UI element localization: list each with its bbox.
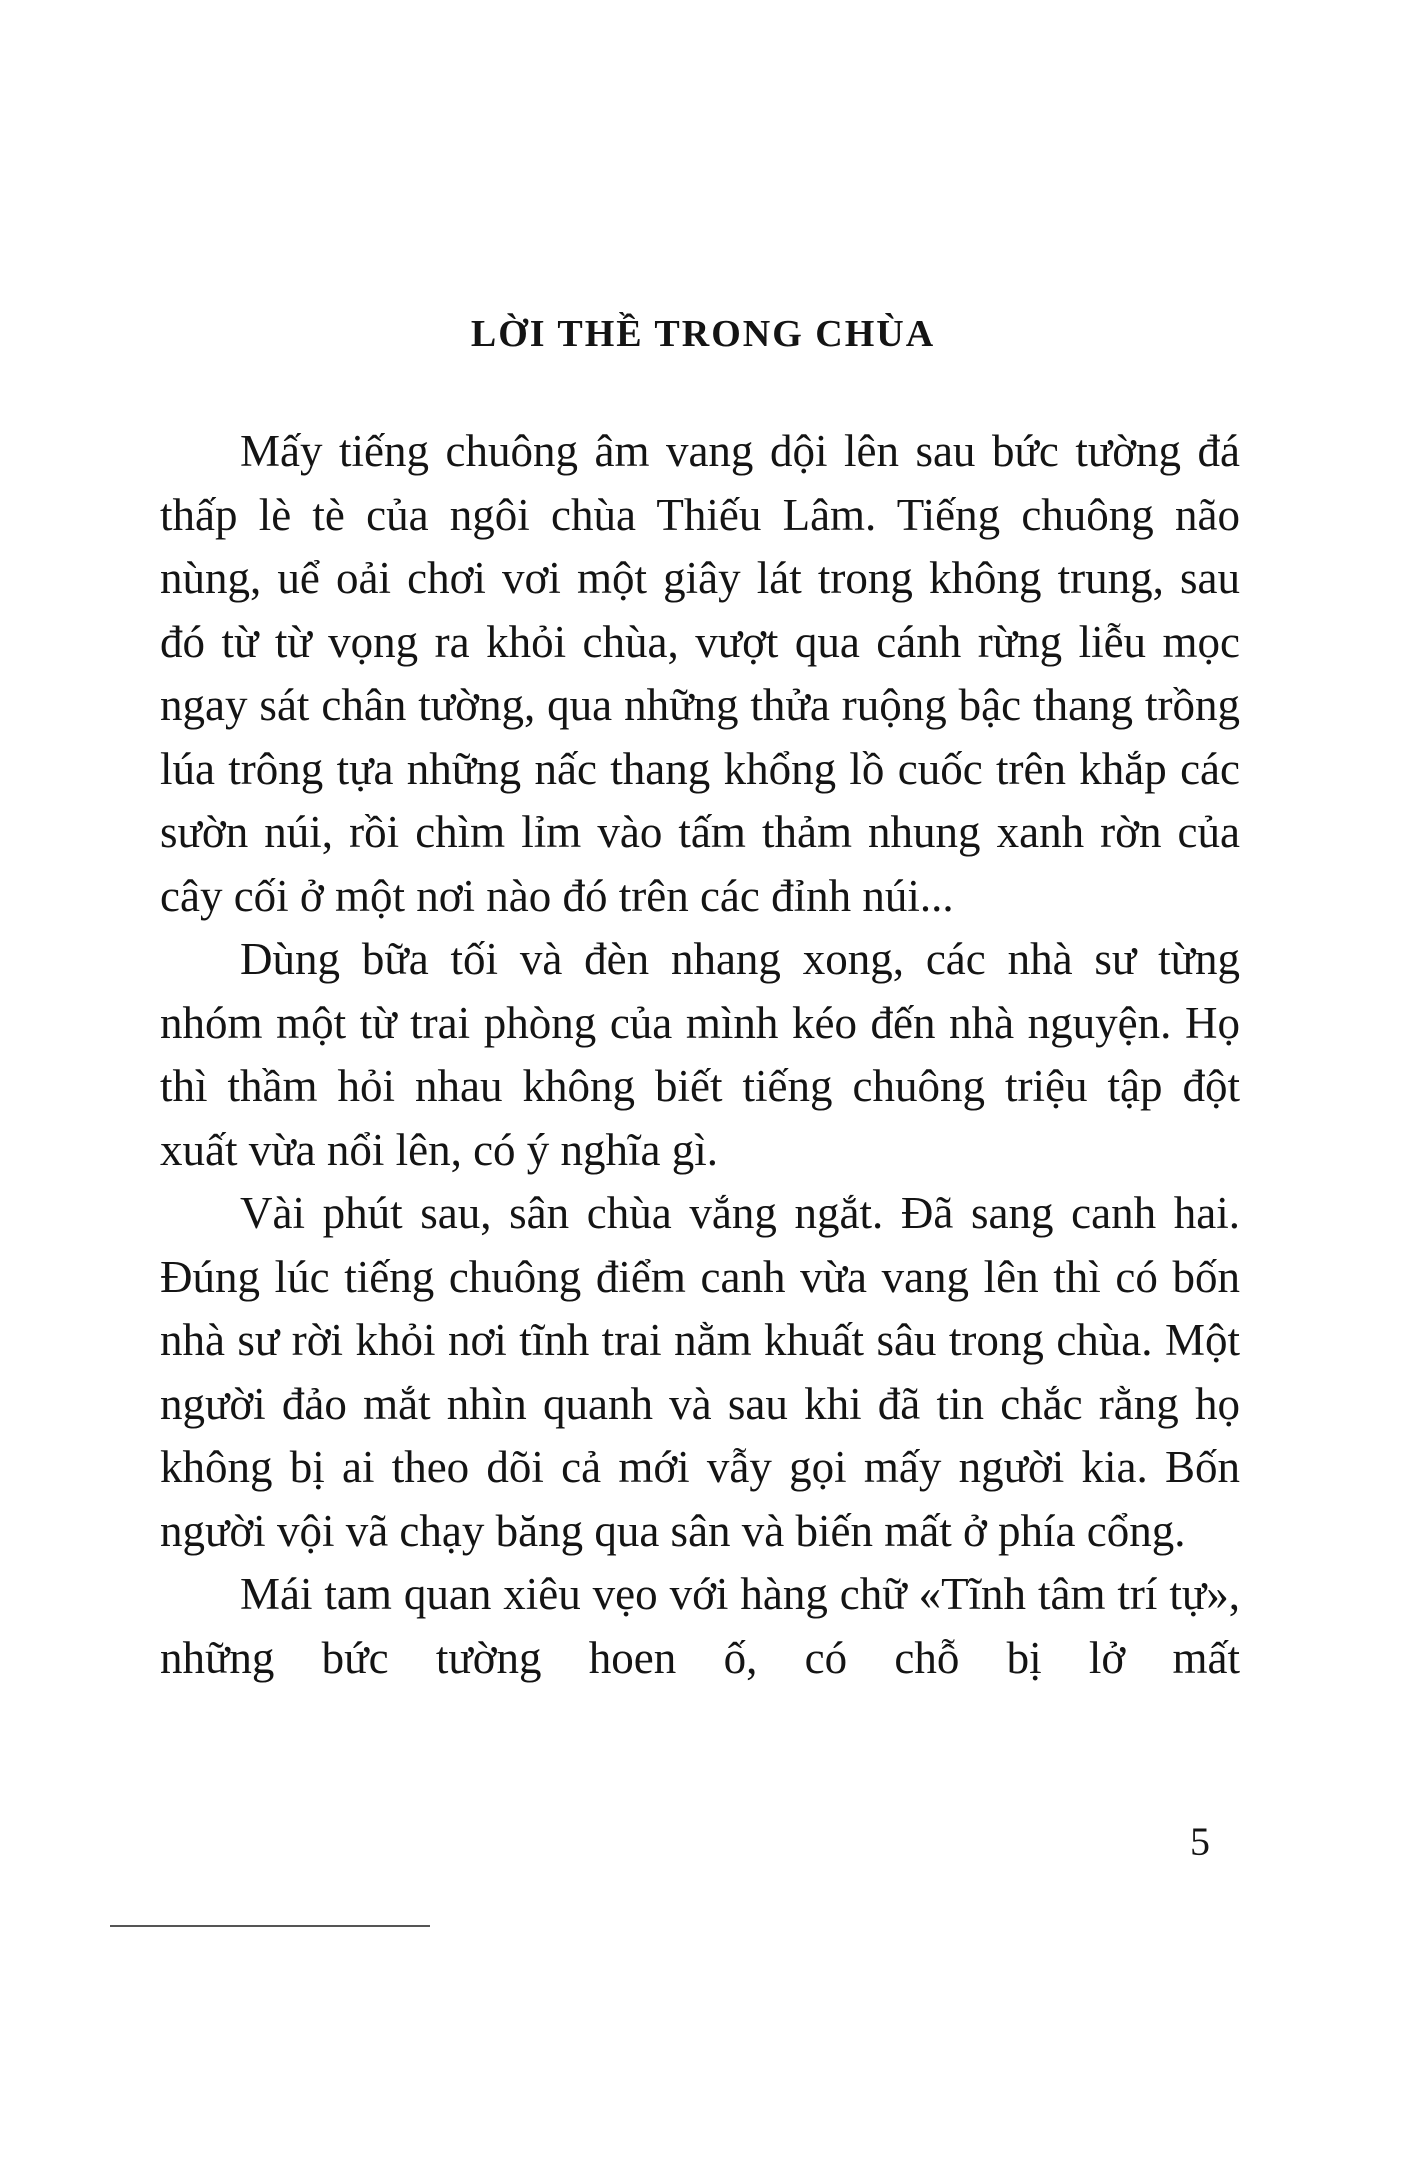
paragraph-3: Vài phút sau, sân chùa vắng ngắt. Đã sang canh hai. Đúng lúc tiếng chuông điểm canh vừa vang lên thì có bốn nhà sư rời khỏi nơi tĩnh trai nằm khuất sâu trong chùa. Một người đảo mắt nhìn quanh và sau khi đã tin chắc rằng họ không bị ai theo dõi cả mới vẫy gọi mấy người kia. Bốn người vội vã chạy băng qua sân và biến mất ở phía cổng. <box>160 1188 1240 1556</box>
paragraph-1: Mấy tiếng chuông âm vang dội lên sau bức tường đá thấp lè tè của ngôi chùa Thiếu Lâm. Tiếng chuông não nùng, uể oải chơi vơi một giây lát trong không trung, sau đó từ từ vọng ra khỏi chùa, vượt qua cánh rừng liễu mọc ngay sát chân tường, qua những thửa ruộng bậc thang trồng lúa trông tựa những nấc thang khổng lồ cuốc trên khắp các sườn núi, rồi chìm lỉm vào tấm thảm nhung xanh rờn của cây cối ở một nơi nào đó trên các đỉnh núi... <box>160 426 1240 921</box>
footer-rule <box>110 1925 430 1927</box>
chapter-title: LỜI THỀ TRONG CHÙA <box>470 313 936 355</box>
paragraph-4: Mái tam quan xiêu vẹo với hàng chữ «Tĩnh tâm trí tự», những bức tường hoen ố, có chỗ bị lở mất <box>160 1569 1240 1683</box>
paragraph-2: Dùng bữa tối và đèn nhang xong, các nhà sư từng nhóm một từ trai phòng của mình kéo đến nhà nguyện. Họ thì thầm hỏi nhau không biết tiếng chuông triệu tập đột xuất vừa nổi lên, có ý nghĩa gì. <box>160 934 1240 1175</box>
page-number: 5 <box>1190 1819 1210 1864</box>
body-text <box>160 420 1240 1690</box>
